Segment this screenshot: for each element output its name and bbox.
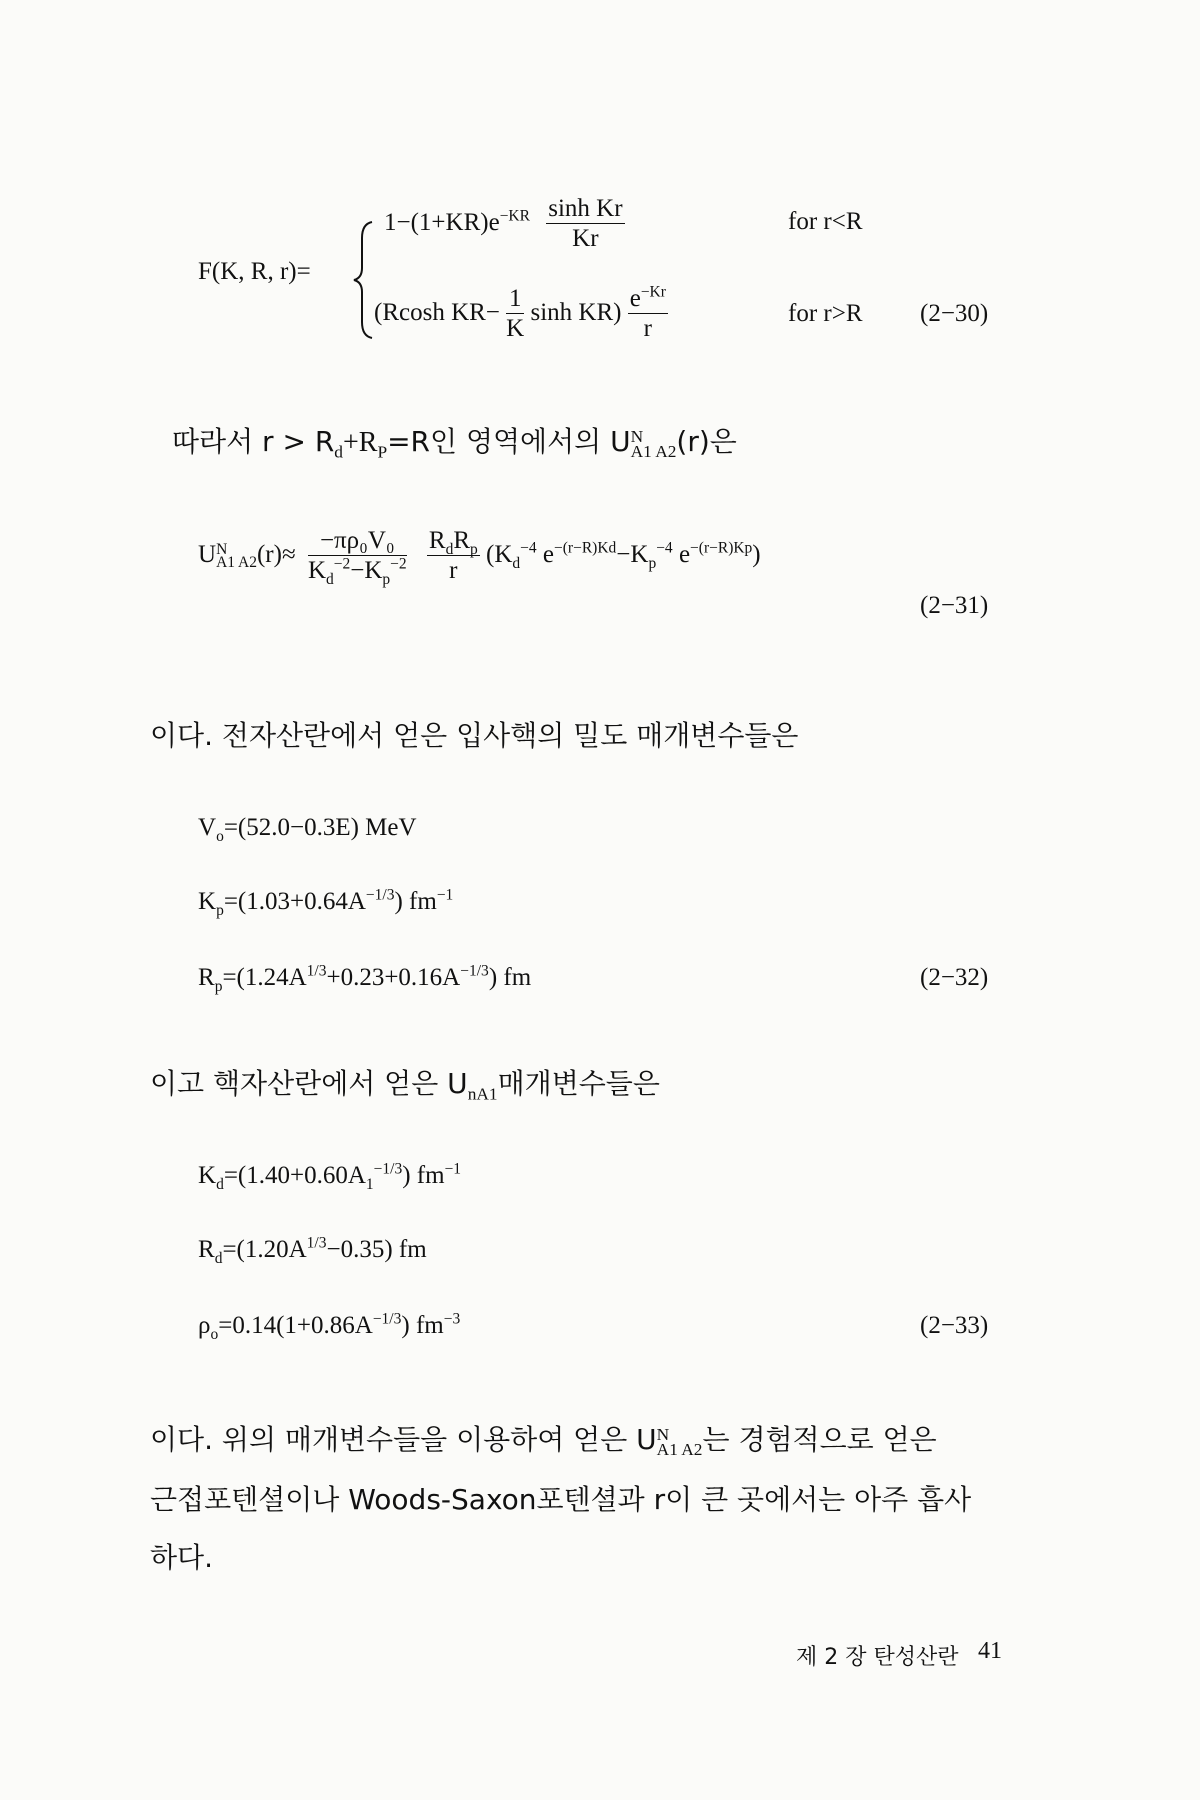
page-number: 41 [978,1638,1002,1664]
eq-number-2-33: (2−33) [920,1312,989,1339]
eq-number-2-32: (2−32) [920,964,989,991]
eq-2-31: U N A1 A2 (r)≈ $\frac{\text{−πρ₀V₀}}{K_d^{-2}-K_p^{-2}}$ $\frac{R_dR_p}{r}$ ($K_d^{-4}$ $e^{-(r-R)Kd}-K_p^{-4}$ $e^{-(r-R)Kp}$) [198,527,761,589]
eq-2-30-case1: $1-(1+KR)e^{-KR}$ $\frac{\text{sinh Kr}}{Kr}$ [384,195,623,253]
eq-number-2-31: (2−31) [920,592,989,619]
eq-2-30-cond2: for r>R [788,300,863,327]
eq-number-2-30: (2−30) [920,300,989,327]
paragraph-4-line2: 근접포텐셜이나 Woods-Saxon포텐셜과 r이 큰 곳에서는 아주 흡사 [150,1483,972,1516]
paragraph-4-line1: 이다. 위의 매개변수들을 이용하여 얻은 U N A1 A2 는 경험적으로 얻은 [150,1423,937,1459]
eq-2-30-lhs: F(K, R, r)= [198,258,311,285]
eq-2-32-line1: $V_o=(52.0-0.3E)$ MeV [198,814,417,845]
eq-2-33-line1: $K_d=(1.40+0.60A_1^{-1/3})$ $fm^{-1}$ [198,1160,462,1193]
eq-2-32-line3: $R_p=(1.24A^{1/3}+0.23+0.16A^{-1/3})$ fm [198,962,532,995]
footer-chapter: 제 2 장 탄성산란 [796,1645,959,1670]
eq-2-30-cond1: for r<R [788,208,863,235]
eq-2-32-line2: $K_p=(1.03+0.64A^{-1/3})$ $fm^{-1}$ [198,886,454,919]
paragraph-3: 이고 핵자산란에서 얻은 $U_{nA1}$매개변수들은 [150,1067,660,1104]
eq-2-33-line3: $\rho_o=0.14(1+0.86A^{-1/3})$ $fm^{-3}$ [198,1310,461,1343]
paragraph-4-line3: 하다. [150,1541,213,1574]
left-brace-icon [350,218,376,342]
eq-2-33-line2: $R_d=(1.20A^{1/3}-0.35)$ fm [198,1234,427,1267]
paragraph-2: 이다. 전자산란에서 얻은 입사핵의 밀도 매개변수들은 [150,719,799,752]
paragraph-1: 따라서 $r > R_d+R_P=R$인 영역에서의 U N A1 A2 (r)은 [172,425,737,462]
eq-2-30-case2: (Rcosh KR− $\frac{1}{K}$ sinh KR) $\frac{e^{-Kr}}{r}$ [374,283,666,343]
